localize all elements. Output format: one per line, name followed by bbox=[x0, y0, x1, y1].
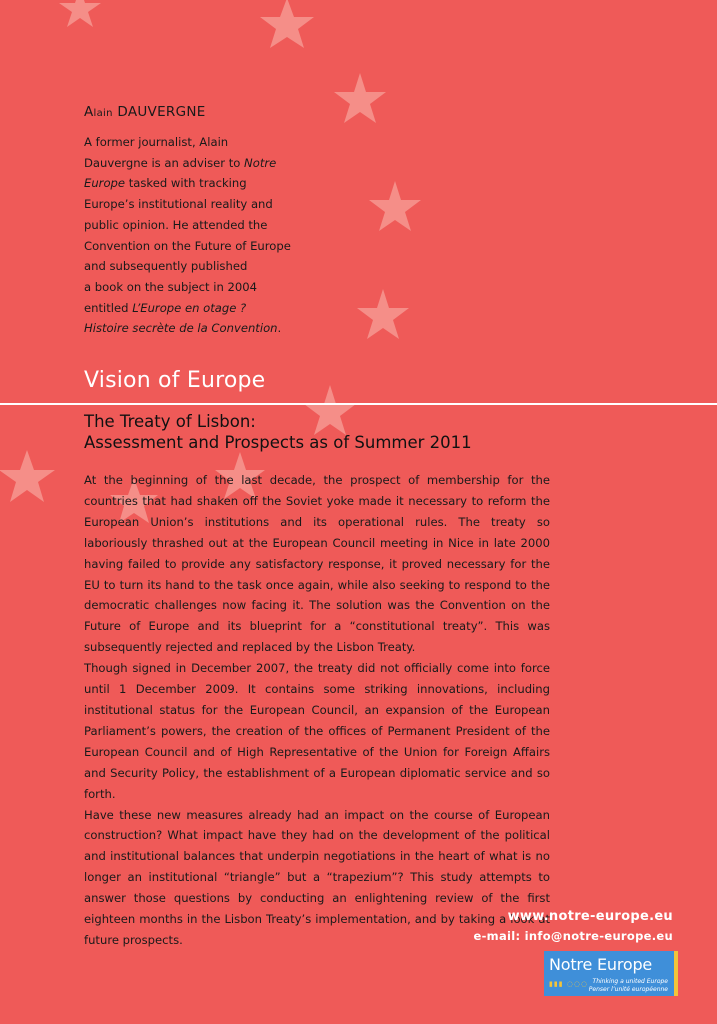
bio-text: tasked with tracking bbox=[125, 176, 247, 191]
title-line: The Treaty of Lisbon: bbox=[84, 412, 256, 431]
bio-line bbox=[84, 318, 294, 339]
bio-text: entitled bbox=[84, 300, 133, 315]
bio-book-title: L’Europe en otage ? bbox=[132, 300, 247, 315]
bio-line bbox=[84, 173, 294, 194]
bio-text: a book on the subject in 2004 bbox=[84, 279, 258, 294]
bio-line bbox=[84, 298, 294, 319]
website-link[interactable]: www.notre-europe.eu bbox=[507, 909, 673, 924]
paragraph: Have these new measures already had an impact on the course of European construction? What impact have they had on the development of the political and institutional balances that underpin negotiations in the heart of what is no longer an institutional “triangle” but a “trapezium”? This study attempts to answer those questions by conducting an enlightening review of the first eighteen months in the Lisbon Treaty’s implementation, and by taking a look at future prospects. bbox=[84, 807, 550, 947]
bio-line bbox=[84, 153, 294, 174]
bio-line bbox=[84, 256, 294, 277]
bio-text: . bbox=[277, 321, 282, 336]
star-shape bbox=[369, 181, 421, 231]
bio-text: public opinion. He attended the bbox=[84, 217, 268, 232]
bio-emphasis: Europe bbox=[84, 176, 126, 191]
series-title: Vision of Europe bbox=[84, 368, 266, 393]
bio-text: and subsequently published bbox=[84, 259, 248, 274]
notre-europe-logo bbox=[544, 951, 678, 996]
bio-book-title: Histoire secrète de la Convention bbox=[84, 321, 278, 336]
author-name bbox=[84, 104, 294, 120]
bio-text: A former journalist, Alain bbox=[84, 135, 229, 149]
author-initial: A bbox=[84, 104, 94, 120]
author-surname: DAUVERGNE bbox=[117, 104, 206, 120]
paragraph: Though signed in December 2007, the treaty did not officially come into force until 1 December 2009. It contains some striking innovations, including institutional status for the European Council, an expansion of the European Parliament’s powers, the creation of the offices of Permanent President of the European Council and of High Representative of the Union for Foreign Affairs and Security Policy, the establishment of a European diplomatic service and so forth. bbox=[84, 661, 550, 801]
logo-flags-icon: ▮▮▮ ◌◌◌ bbox=[549, 980, 589, 988]
paragraph: At the beginning of the last decade, the prospect of membership for the countries that had shaken off the Soviet yoke made it necessary to reform the European Union’s institutions and its operational rules. The treaty so laboriously thrashed out at the European Council meeting in Nice in late 2000 having failed to provide any satisfactory response, it proved necessary for the EU to turn its hand to the task once again, while also seeking to respond to the democratic challenges now facing it. The solution was the Convention on the Future of Europe and its blueprint for a “constitutional treaty”. This was subsequently rejected and replaced by the Lisbon Treaty. bbox=[84, 473, 550, 655]
logo-tagline-fr: Penser l’unité européenne bbox=[588, 986, 668, 993]
bio-line bbox=[84, 194, 294, 215]
author-section bbox=[84, 104, 294, 339]
logo-tagline-en: Thinking a united Europe bbox=[592, 978, 668, 985]
star-shape bbox=[357, 289, 409, 339]
star-shape bbox=[260, 0, 314, 48]
email-link[interactable]: e-mail: info@notre-europe.eu bbox=[473, 929, 673, 943]
document-title bbox=[84, 411, 472, 453]
star-shape bbox=[0, 450, 55, 502]
bio-line bbox=[84, 277, 294, 298]
bio-text: Convention on the Future of Europe bbox=[84, 238, 291, 253]
logo-name: Notre Europe bbox=[549, 955, 653, 974]
title-line: Assessment and Prospects as of Summer 2011 bbox=[84, 433, 472, 452]
bio-line bbox=[84, 215, 294, 236]
star-shape bbox=[59, 0, 101, 27]
bio-line bbox=[84, 132, 294, 153]
bio-line bbox=[84, 236, 294, 257]
author-bio bbox=[84, 132, 294, 339]
author-given-name-rest: lain bbox=[93, 108, 113, 119]
bio-text: Europe’s institutional reality and bbox=[84, 197, 273, 212]
star-shape bbox=[334, 73, 386, 123]
summary-text bbox=[84, 470, 550, 951]
divider bbox=[0, 403, 717, 405]
bio-text: Dauvergne is an adviser to bbox=[84, 155, 245, 170]
bio-emphasis: Notre bbox=[244, 155, 277, 170]
